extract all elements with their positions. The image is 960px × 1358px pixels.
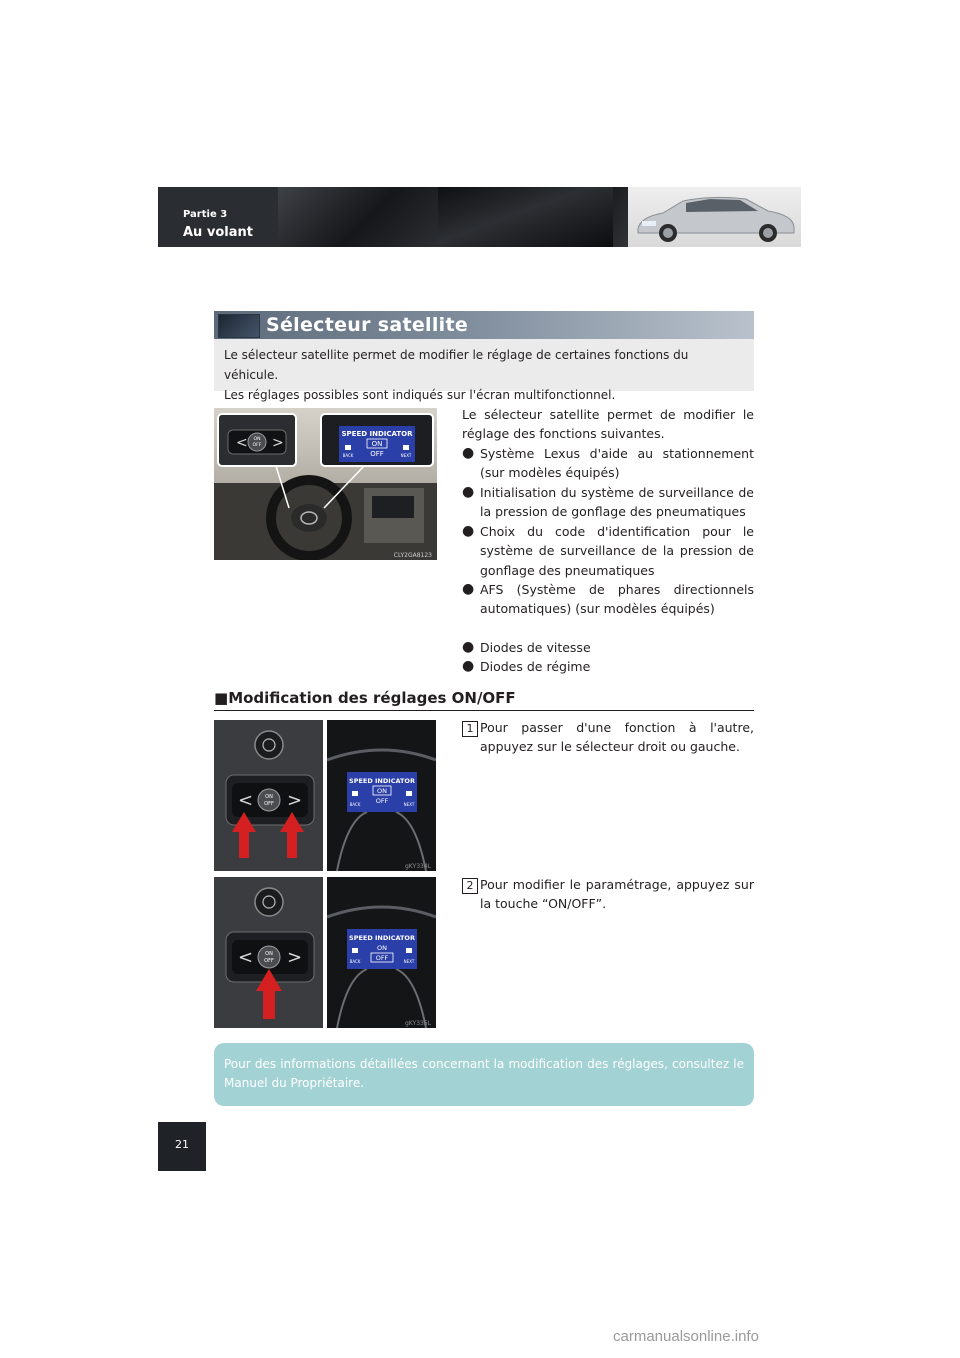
svg-text:OFF: OFF [264, 958, 274, 964]
display-back: BACK [342, 453, 354, 458]
svg-text:<: < [238, 790, 254, 811]
info-text: Pour des informations détaillées concernant la modification des réglages, consultez le Manuel du Propriétaire. [224, 1057, 744, 1090]
page-number: 21 [175, 1138, 189, 1151]
section-intro [214, 339, 754, 402]
svg-text:>: > [287, 947, 303, 968]
subsection-title: Modification des réglages ON/OFF [228, 689, 516, 707]
switch-on-label: ON [253, 437, 261, 442]
bullet-icon: ● [462, 639, 475, 655]
svg-text:<: < [236, 435, 248, 451]
svg-text:ON: ON [377, 787, 387, 795]
info-box [214, 1043, 754, 1106]
bullet-icon: ● [462, 445, 475, 461]
list-item: ● Choix du code d'identification pour le système de surveillance de la pression de gonflage des pneumatiques [462, 523, 754, 578]
svg-text:NEXT: NEXT [403, 802, 415, 807]
svg-text:>: > [287, 790, 303, 811]
svg-text:<: < [238, 947, 254, 968]
figure-code: gKY335L [405, 1020, 431, 1027]
list-item: ● Diodes de vitesse [462, 638, 754, 657]
figure-step2-switch [214, 877, 323, 1028]
header-photo-car [628, 187, 801, 247]
figure-step1-display [327, 720, 436, 871]
display-next: NEXT [400, 453, 412, 458]
svg-text:BACK: BACK [349, 802, 361, 807]
bullet-icon: ● [462, 658, 475, 674]
svg-text:OFF: OFF [375, 954, 389, 962]
svg-text:>: > [272, 435, 284, 451]
part-header [158, 187, 801, 247]
list-item: ● AFS (Système de phares directionnels automatiques) (sur modèles équipés) [462, 581, 754, 617]
display-title: SPEED INDICATOR [341, 430, 413, 438]
step-text: Pour passer d'une fonction à l'autre, appuyez sur le sélecteur droit ou gauche. [480, 720, 754, 755]
display-off: OFF [370, 450, 384, 458]
list-item: ● Initialisation du système de surveillance de la pression de gonflage des pneumatiques [462, 484, 754, 520]
svg-text:NEXT: NEXT [403, 959, 415, 964]
lead-text: Le sélecteur satellite permet de modifier le réglage des fonctions suivantes. [462, 407, 754, 442]
part-title: Au volant [183, 225, 253, 240]
svg-text:OFF: OFF [375, 797, 389, 805]
page-number-tab [158, 1122, 206, 1171]
svg-text:SPEED INDICATOR: SPEED INDICATOR [349, 777, 415, 785]
header-photo-seat [438, 187, 613, 247]
svg-text:BACK: BACK [349, 959, 361, 964]
header-photo-door [278, 187, 438, 247]
svg-text:ON: ON [265, 794, 273, 800]
figure-step2-display [327, 877, 436, 1028]
list-item: ● Système Lexus d'aide au stationnement (sur modèles équipés) [462, 445, 754, 481]
bullet-icon: ● [462, 523, 475, 539]
figure-code: gKY334L [405, 863, 431, 870]
step-number: 2 [462, 878, 478, 894]
svg-text:ON: ON [377, 944, 387, 952]
intro-line-2: Les réglages possibles sont indiqués sur l'écran multifonctionnel. [224, 388, 616, 402]
section-title: Sélecteur satellite [266, 314, 469, 336]
square-bullet-icon: ■ [214, 689, 229, 707]
bullet-icon: ● [462, 581, 475, 597]
display-on: ON [371, 440, 383, 448]
svg-text:SPEED INDICATOR: SPEED INDICATOR [349, 934, 415, 942]
svg-text:ON: ON [265, 951, 273, 957]
section-title-bar [214, 311, 754, 339]
intro-line-1: Le sélecteur satellite permet de modifier le réglage de certaines fonctions du véhicule. [224, 348, 689, 382]
bullet-icon: ● [462, 484, 475, 500]
watermark: carmanualsonline.info [613, 1328, 759, 1345]
figure-step1-switch [214, 720, 323, 871]
section-thumbnail [218, 314, 260, 338]
figure-steering-wheel [214, 408, 437, 560]
svg-text:OFF: OFF [264, 801, 274, 807]
switch-off-label: OFF [252, 443, 262, 448]
step-text: Pour modifier le paramétrage, appuyez sur la touche “ON/OFF”. [480, 877, 754, 912]
figure1-code: CLY2GA8123 [393, 552, 432, 559]
part-label: Partie 3 [183, 209, 228, 220]
list-item: ● Diodes de régime [462, 657, 754, 676]
step-number: 1 [462, 721, 478, 737]
subsection-heading [214, 688, 754, 711]
